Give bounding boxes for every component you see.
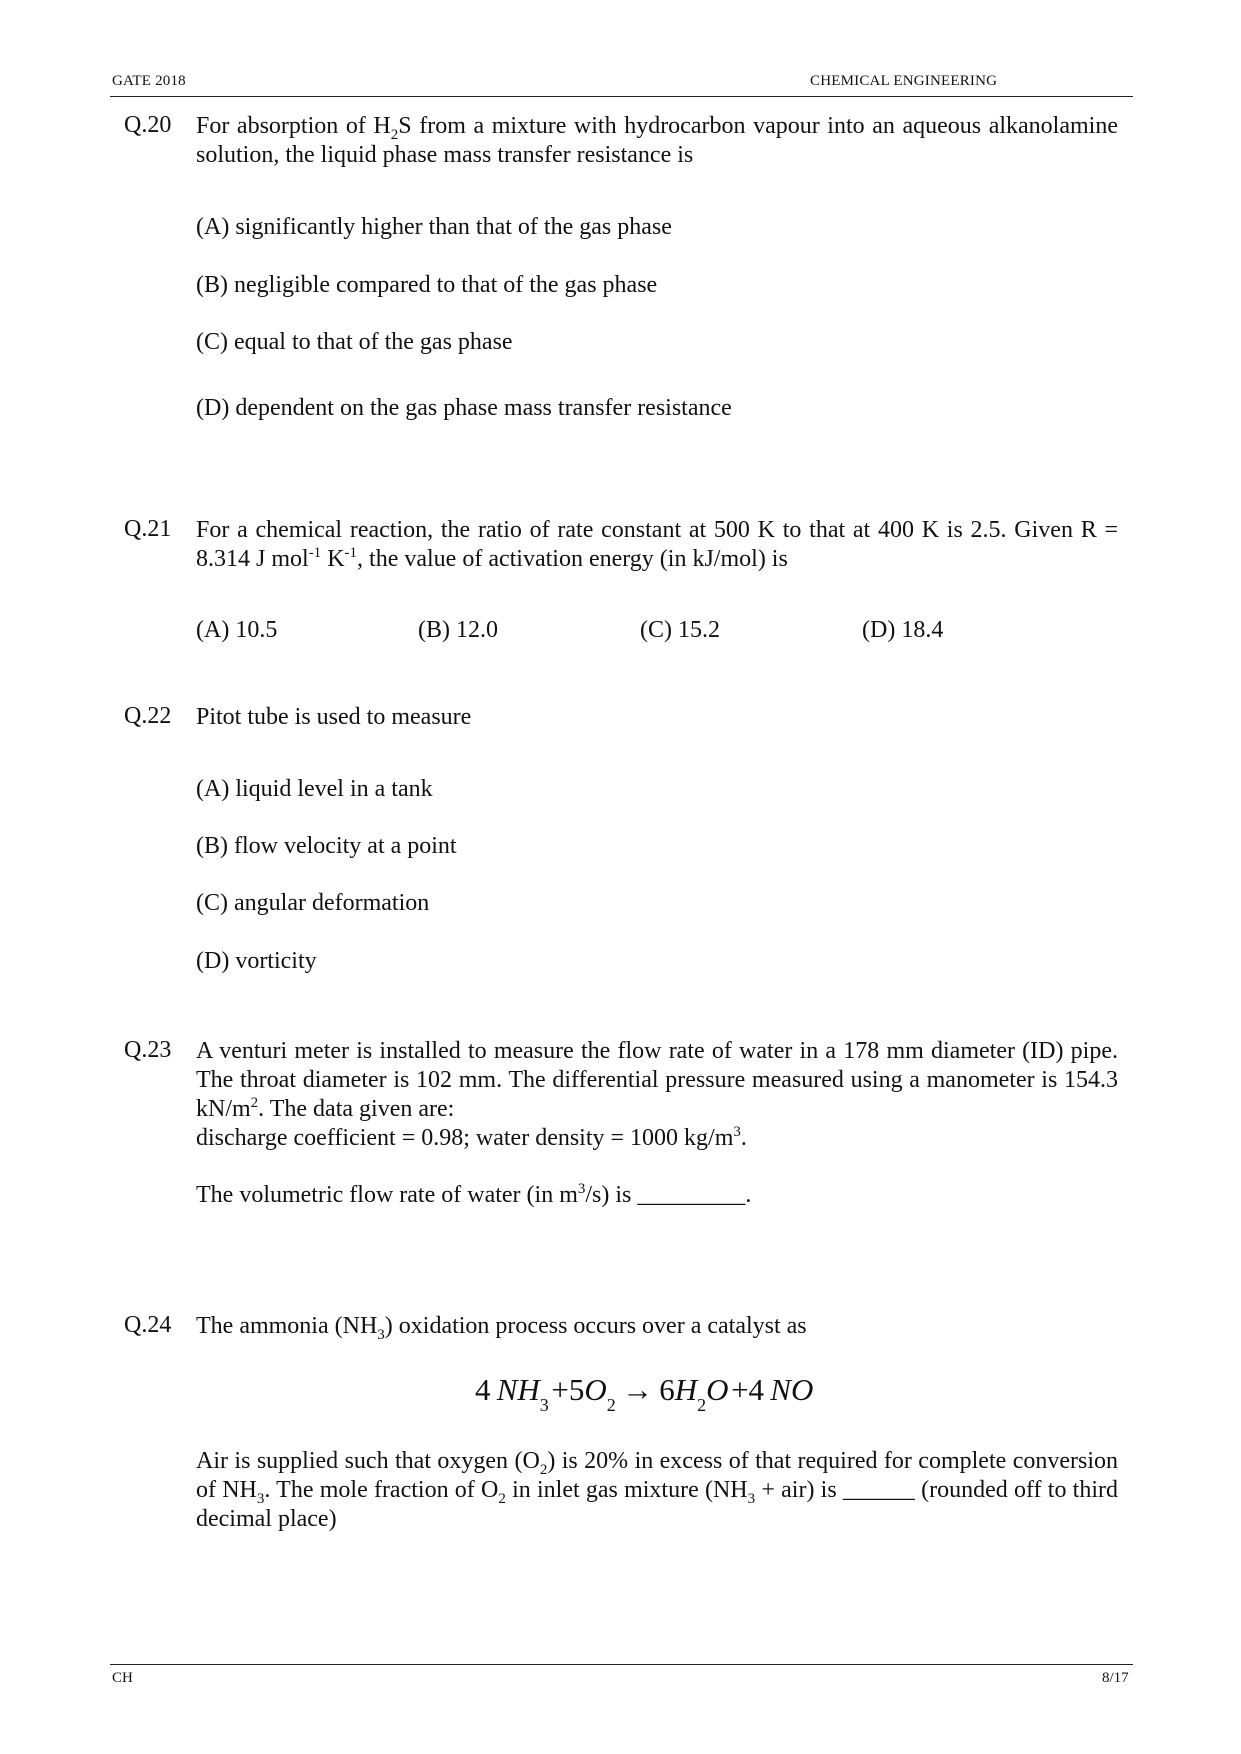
q21-text: For a chemical reaction, the ratio of rate constant at 500 K to that at 400 K is 2.5. Given R = 8.314 J mol$^{-1}$ $K^{-1}$, the value of activation energy (in kJ/mol) is <box>196 517 1118 572</box>
q22-option-a: (A) liquid level in a tank <box>196 776 433 802</box>
header-exam-title: GATE 2018 <box>112 73 186 89</box>
q24-text: The ammonia $(NH_3)$ oxidation process occurs over a catalyst as <box>196 1313 807 1343</box>
q24-paragraph: Air is supplied such that oxygen $(O_2)$ is 20% in excess of that required for complete conversion of $NH_3$. The mole fraction of $O_2$ in inlet gas mixture $(NH_3 + air)$ is ______ (rounded off to third decimal place) <box>196 1448 1119 1532</box>
q20-option-a: (A) significantly higher than that of the gas phase <box>196 214 672 240</box>
q20-option-b: (B) negligible compared to that of the gas phase <box>196 272 658 298</box>
q22-option-b: (B) flow velocity at a point <box>196 833 457 859</box>
q21-option-a: (A) 10.5 <box>196 617 278 643</box>
q24-reaction-equation: 4 $NH_3$ $+5O_2 \to 6H_2O$ +4 NO <box>475 1372 814 1416</box>
q20-text: For absorption of $H_2S$ from a mixture with hydrocarbon vapour into an aqueous alkanolamine solution, the liquid phase mass transfer resistance is <box>196 113 1118 168</box>
header-divider <box>110 96 1133 97</box>
q23-number: Q.23 <box>124 1037 172 1063</box>
footer-page-number: 8/17 <box>1102 1670 1129 1686</box>
q22-option-d: (D) vorticity <box>196 948 317 974</box>
q20-option-c: (C) equal to that of the gas phase <box>196 329 513 355</box>
footer-divider <box>110 1664 1133 1665</box>
q22-text: Pitot tube is used to measure <box>196 704 472 730</box>
footer-paper-code: CH <box>112 1670 133 1686</box>
q22-number: Q.22 <box>124 703 172 729</box>
q20-number: Q.20 <box>124 112 172 138</box>
q24-number: Q.24 <box>124 1312 172 1338</box>
q23-text: A venturi meter is installed to measure the flow rate of water in a 178 mm diameter (ID) pipe. The throat diameter is 102 mm. The differential pressure measured using a manometer is 154.3 $kN/m^2$. The data given are: discharge coefficient = 0.98; water density = 1000 $kg/m^3$. <box>196 1038 1118 1151</box>
q21-option-b: (B) 12.0 <box>418 617 498 643</box>
q23-answer-prompt: The volumetric flow rate of water (in $m^3/s$) is _________. <box>196 1181 752 1208</box>
q22-option-c: (C) angular deformation <box>196 890 430 916</box>
q21-option-d: (D) 18.4 <box>862 617 944 643</box>
header-subject: CHEMICAL ENGINEERING <box>810 73 998 89</box>
q21-number: Q.21 <box>124 516 172 542</box>
q20-option-d: (D) dependent on the gas phase mass transfer resistance <box>196 395 732 421</box>
q21-option-c: (C) 15.2 <box>640 617 720 643</box>
